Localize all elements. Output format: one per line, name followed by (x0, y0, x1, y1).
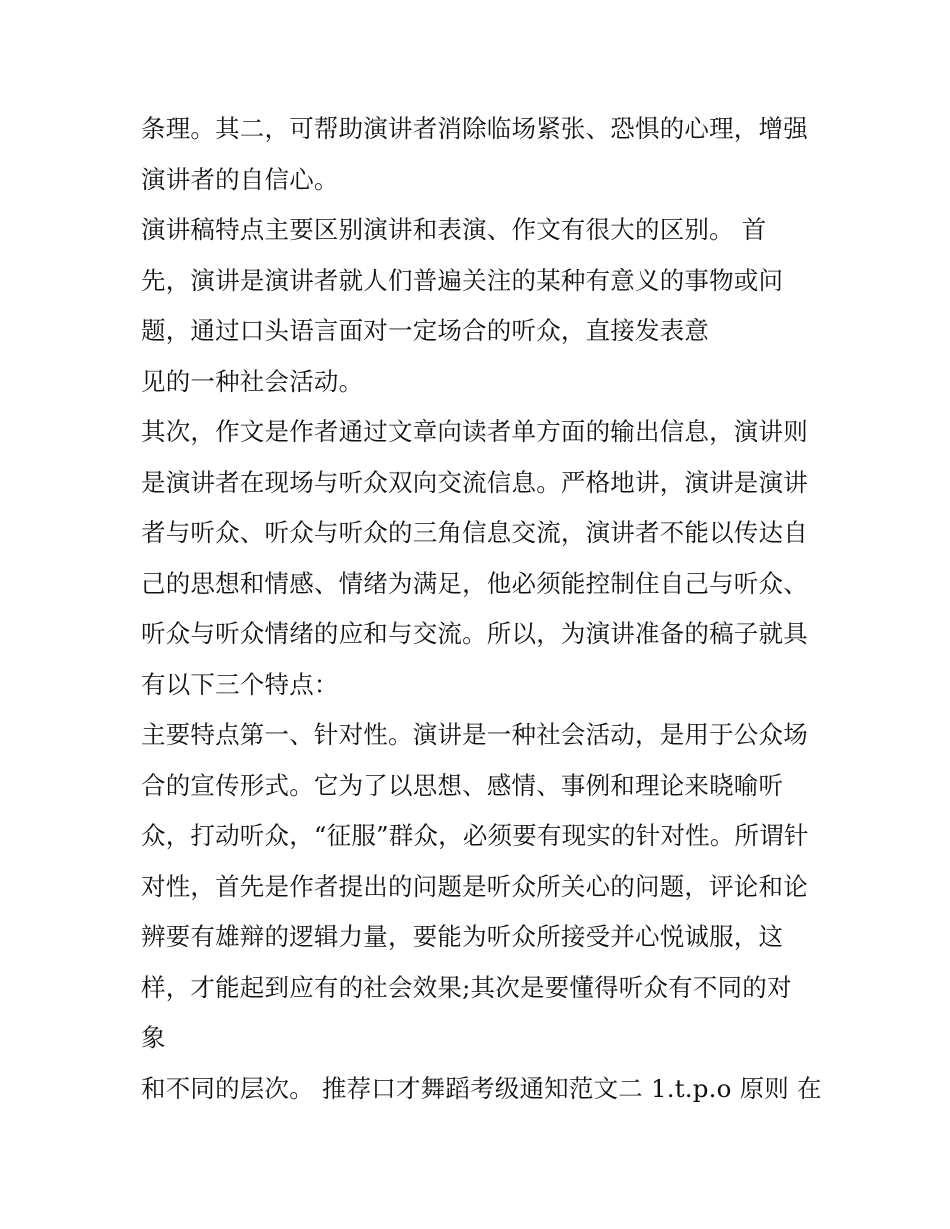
text-line: 有以下三个特点： (141, 669, 339, 699)
text-line: 见的一种社会活动。 (141, 366, 364, 396)
text-line: 合的宣传形式。它为了以思想、感情、事例和理论来晓喻听 (141, 770, 784, 800)
text-line: 条理。其二，可帮助演讲者消除临场紧张、恐惧的心理，增强 (141, 114, 808, 143)
text-line: 演讲者的自信心。 (141, 164, 339, 194)
text-line: 是演讲者在现场与听众双向交流信息。严格地讲，演讲是演讲 (141, 467, 808, 497)
text-line: 和不同的层次。 推荐口才舞蹈考级通知范文二 1.t.p.o 原则 在 (141, 1073, 822, 1103)
text-line: 题，通过口头语言面对一定场合的听众，直接发表意 (141, 316, 710, 345)
text-line: 众，打动听众，“征服”群众，必须要有现实的针对性。所谓针 (141, 821, 809, 850)
text-line: 辨要有雄辩的逻辑力量，要能为听众所接受并心悦诚服，这 (141, 922, 784, 951)
text-line: 演讲稿特点主要区别演讲和表演、作文有很大的区别。 首 (141, 215, 767, 244)
text-line: 主要特点第一、针对性。演讲是一种社会活动，是用于公众场 (141, 720, 808, 749)
text-line: 象 (141, 1023, 166, 1052)
text-line: 样，才能起到应有的社会效果;其次是要懂得听众有不同的对 (141, 972, 792, 1002)
text-line: 者与听众、听众与听众的三角信息交流，演讲者不能以传达自 (141, 518, 808, 547)
text-line: 先，演讲是演讲者就人们普遍关注的某种有意义的事物或问 (141, 265, 784, 295)
text-line: 对性，首先是作者提出的问题是听众所关心的问题，评论和论 (141, 871, 808, 901)
text-line: 其次，作文是作者通过文章向读者单方面的输出信息，演讲则 (141, 417, 808, 446)
text-line: 听众与听众情绪的应和与交流。所以，为演讲准备的稿子就具 (141, 619, 808, 648)
text-line: 己的思想和情感、情绪为满足，他必须能控制住自己与听众、 (141, 568, 808, 598)
document-body (141, 104, 831, 1114)
